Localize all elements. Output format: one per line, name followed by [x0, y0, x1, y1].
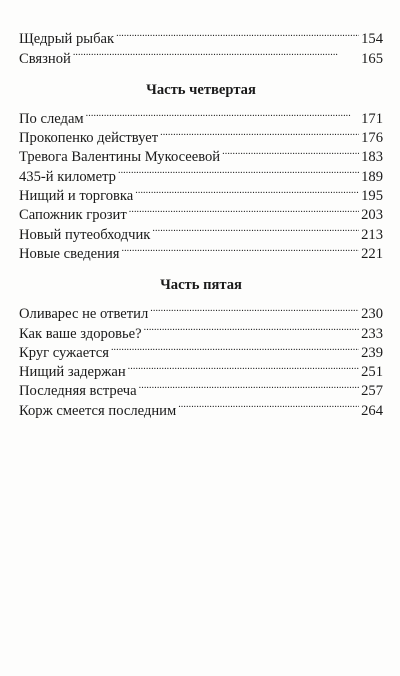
toc-entry-title: Связной: [19, 50, 71, 67]
section-heading-part4: Часть четвертая: [146, 81, 256, 98]
toc-entry: [19, 43, 383, 67]
dot-leader: [129, 200, 359, 219]
dot-leader: [128, 357, 359, 376]
toc-entry-page: 183: [361, 149, 383, 166]
dot-leader: [135, 181, 359, 200]
section-heading-part5: Часть пятая: [160, 276, 242, 293]
toc-entry: [19, 24, 383, 48]
dot-leader: [118, 161, 359, 180]
toc-entry-title: Новый путеобходчик: [19, 226, 151, 243]
toc-entry-page: 233: [361, 325, 383, 342]
toc-entry-page: 251: [361, 364, 383, 381]
table-of-contents: [19, 24, 383, 419]
toc-entry-title: Последняя встреча: [19, 383, 137, 400]
dot-leader: [178, 395, 359, 414]
dot-leader: [144, 318, 359, 337]
toc-entry-title: Круг сужается: [19, 344, 109, 361]
toc-entry-title: 435-й километр: [19, 168, 116, 185]
toc-entry-page: 189: [361, 168, 383, 185]
toc-entry-title: Оливарес не ответил: [19, 306, 149, 323]
toc-entry-title: Щедрый рыбак: [19, 31, 115, 48]
dot-leader: [152, 219, 359, 238]
toc-entry-page: 221: [361, 245, 383, 262]
toc-entry: [19, 299, 383, 323]
toc-entry-page: 165: [361, 50, 383, 67]
toc-entry-title: Нищий и торговка: [19, 188, 134, 205]
toc-entry-page: 230: [361, 306, 383, 323]
toc-entry-page: 213: [361, 226, 383, 243]
toc-entry-page: 176: [361, 130, 383, 147]
dot-leader: [160, 123, 359, 142]
toc-entry-title: Прокопенко действует: [19, 130, 159, 147]
toc-entry-page: 154: [361, 31, 383, 48]
dot-leader: [116, 24, 359, 43]
toc-entry-page: 195: [361, 188, 383, 205]
toc-entry-title: Тревога Валентины Мукосеевой: [19, 149, 221, 166]
dot-leader: [111, 338, 359, 357]
dot-leader: [222, 142, 359, 161]
toc-entry-page: 171: [361, 110, 383, 127]
dot-leader: [150, 299, 359, 318]
toc-entry-title: Новые сведения: [19, 245, 120, 262]
toc-entry-title: Нищий задержан: [19, 364, 126, 381]
toc-entry-page: 203: [361, 207, 383, 224]
toc-entry: [19, 104, 383, 127]
toc-entry-page: 264: [361, 402, 383, 419]
toc-entry-title: По следам: [19, 110, 84, 127]
dot-leader: [139, 376, 359, 395]
toc-entry-title: Сапожник грозит: [19, 207, 127, 224]
toc-entry-title: Корж смеется последним: [19, 402, 177, 419]
dot-leader: [73, 43, 359, 62]
dot-leader: [121, 239, 359, 258]
dot-leader: [86, 104, 359, 123]
toc-entry-title: Как ваше здоровье?: [19, 325, 142, 342]
toc-entry-page: 257: [361, 383, 383, 400]
toc-entry-page: 239: [361, 344, 383, 361]
